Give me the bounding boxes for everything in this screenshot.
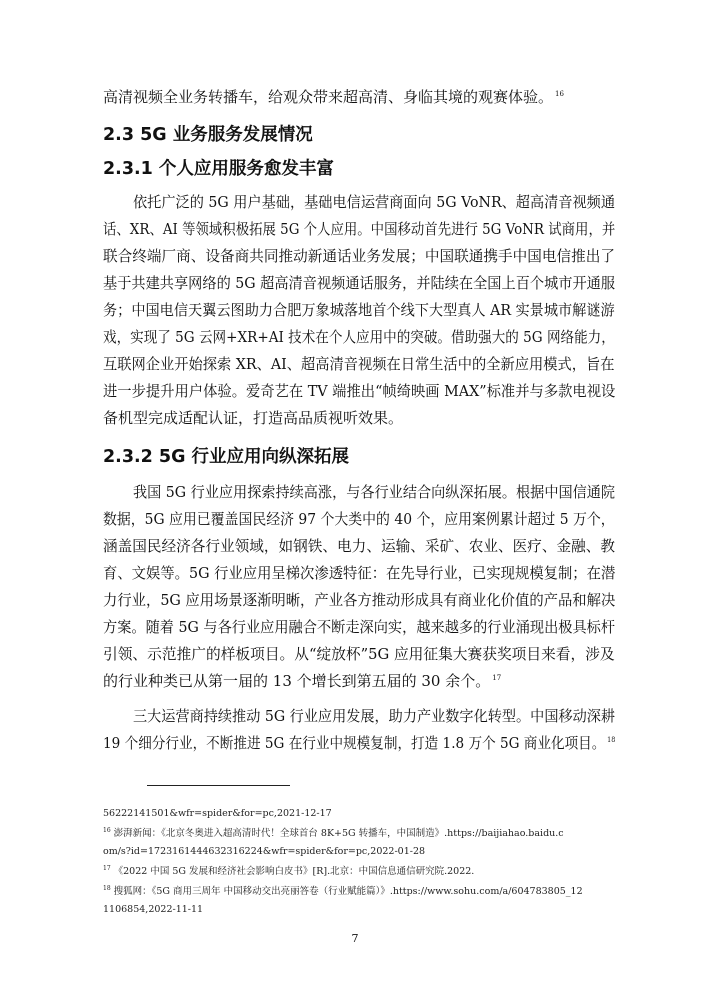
paragraph-line: 引领、示范推广的样板项目。从“绽放杯”5G 应用征集大赛获奖项目来看，涉及 [103, 645, 615, 663]
footnote-16-cont: om/s?id=1723161444632316224&wfr=spider&for=pc,2022-01-28 [103, 846, 426, 857]
paragraph-line: 涵盖国民经济各行业领域，如钢铁、电力、运输、采矿、农业、医疗、金融、教 [103, 537, 616, 555]
paragraph-line: 我国 5G 行业应用探索持续高涨，与各行业结合向纵深拓展。根据中国信通院 [133, 483, 616, 501]
paragraph-line: 话、XR、AI 等领域积极拓展 5G 个人应用。中国移动首先进行 5G VoNR 试商用，并 [103, 220, 616, 238]
footnote-separator [147, 785, 290, 786]
subsection-heading-1: 2.3.1 个人应用服务愈发丰富 [103, 159, 334, 179]
paragraph-line: 19 个细分行业，不断推进 5G 在行业中规模复制，打造 1.8 万个 5G 商业化项目。 $^{18}$ [103, 734, 616, 752]
paragraph-line: 育、文娱等。5G 行业应用呈梯次渗透特征：在先导行业，已实现规模复制；在潜 [103, 564, 616, 582]
paragraph-line: 进一步提升用户体验。爱奇艺在 TV 端推出“帧绮映画 MAX”标准并与多款电视设 [103, 382, 616, 400]
footnote-ref-17: 17 [492, 674, 502, 682]
paragraph-line: 备机型完成适配认证，打造高品质视听效果。 [103, 409, 404, 427]
footnote-ref-16: 16 [555, 90, 564, 98]
paragraph-line: 互联网企业开始探索 XR、AI、超高清音视频在日常生活中的全新应用模式，旨在 [103, 355, 615, 373]
paragraph-line: 基于共建共享网络的 5G 超高清音视频通话服务，并陆续在全国上百个城市开通服 [103, 274, 616, 292]
footnote-ref-18: 18 [607, 736, 616, 744]
footnote-18: $^{18}$ 搜狐网：《5G 商用三周年 中国移动交出亮丽答卷（行业赋能篇）》.https://www.sohu.com/a/604783805_12 [103, 884, 583, 897]
footnote-18-cont: 1106854,2022-11-11 [103, 904, 204, 915]
paragraph-line: 务；中国电信天翼云图助力合肥万象城落地首个线下大型真人 AR 实景城市解谜游 [103, 301, 615, 319]
paragraph-line: 联合终端厂商、设备商共同推动新通话业务发展；中国联通携手中国电信推出了 [103, 247, 616, 265]
paragraph-line: 的行业种类已从第一届的 13 个增长到第五届的 30 余个。 $^{17}$ [103, 672, 502, 690]
section-heading: 2.3 5G 业务服务发展情况 [103, 125, 313, 145]
paragraph-line: 方案。随着 5G 与各行业应用融合不断走深向实，越来越多的行业涌现出极具标杆 [103, 618, 616, 636]
intro-line: 高清视频全业务转播车，给观众带来超高清、身临其境的观赛体验。 $^{16}$ [103, 88, 564, 106]
paragraph-line: 力行业，5G 应用场景逐渐明晰，产业各方推动形成具有商业化价值的产品和解决 [103, 591, 616, 609]
paragraph-line: 戏，实现了 5G 云网+XR+AI 技术在个人应用中的突破。借助强大的 5G 网络能力， [103, 328, 615, 346]
footnote-16: $^{16}$ 澎湃新闻：《北京冬奥进入超高清时代！全球首台 8K+5G 转播车，中国制造》.https://baijiahao.baidu.c [103, 826, 564, 839]
footnote-17: $^{17}$ 《2022 中国 5G 发展和经济社会影响白皮书》[R].北京：中国信息通信研究院.2022. [103, 864, 475, 877]
paragraph-line: 依托广泛的 5G 用户基础，基础电信运营商面向 5G VoNR、超高清音视频通 [133, 193, 616, 211]
paragraph-line: 数据，5G 应用已覆盖国民经济 97 个大类中的 40 个，应用案例累计超过 5 万个， [103, 510, 615, 528]
subsection-heading-2: 2.3.2 5G 行业应用向纵深拓展 [103, 447, 350, 467]
page-number: 7 [351, 932, 359, 945]
footnote-continuation: 56222141501&wfr=spider&for=pc,2021-12-17 [103, 808, 332, 819]
paragraph-line: 三大运营商持续推动 5G 行业应用发展，助力产业数字化转型。中国移动深耕 [133, 707, 616, 725]
